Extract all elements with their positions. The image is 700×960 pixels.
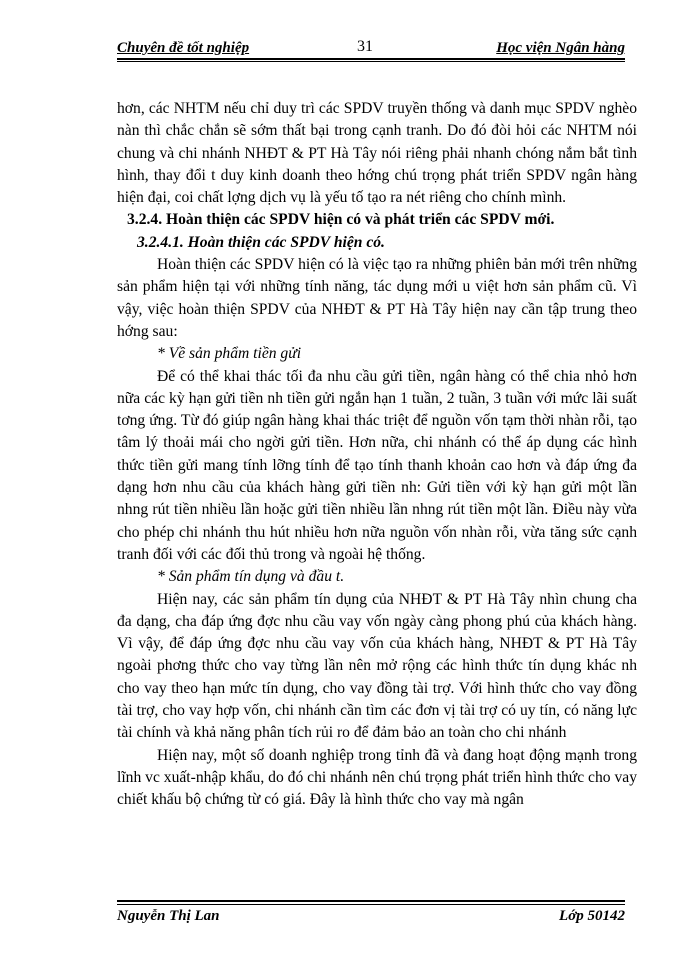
paragraph-improvement: Hoàn thiện các SPDV hiện có là việc tạo ra những phiên bản mới trên những sản phẩm hiện tại với những tính năng, tác dụng mới u việt hơn sản phẩm cũ. Vì vậy, việc hoàn thiện SPDV của NHĐT & PT Hà Tây hiện nay cần tập trung theo hớng sau: bbox=[117, 256, 637, 340]
footer-rule-thin bbox=[117, 904, 625, 905]
header-document-title: Chuyên đề tốt nghiệp bbox=[117, 40, 250, 56]
paragraph-intro: hơn, các NHTM nếu chỉ duy trì các SPDV truyền thống và danh mục SPDV nghèo nàn thì chắc chắn sẽ sớm thất bại trong cạnh tranh. Do đó đòi hỏi các NHTM nói chung và chi nhánh NHĐT & PT Hà Tây nói riêng phải nhanh chóng nắm bắt tình hình, thay đổi t duy kinh doanh theo hớng chú trọng phát triển SPDV ngân hàng hiện đại, coi chất lợng dịch vụ là yếu tố tạo ra nét riêng cho chính mình. bbox=[117, 100, 637, 207]
page-footer bbox=[117, 906, 625, 926]
section-heading-3-2-4-1: 3.2.4.1. Hoàn thiện các SPDV hiện có. bbox=[137, 233, 385, 251]
subheading-credit-products: * Sản phẩm tín dụng và đầu t. bbox=[157, 568, 345, 586]
footer-author: Nguyễn Thị Lan bbox=[117, 908, 220, 924]
subheading-deposit-products: * Về sản phẩm tiền gửi bbox=[157, 345, 302, 363]
page-header bbox=[117, 40, 625, 60]
paragraph-discount-lending: Hiện nay, một số doanh nghiệp trong tỉnh đã và đang hoạt động mạnh trong lĩnh vc xuất-nhập khẩu, do đó chi nhánh nên chú trọng phát triển hình thức cho vay chiết khấu bộ chứng từ có giá. Đây là hình thức cho vay mà ngân bbox=[117, 746, 637, 809]
section-heading-3-2-4: 3.2.4. Hoàn thiện các SPDV hiện có và phát triển các SPDV mới. bbox=[127, 211, 555, 229]
page-body bbox=[117, 98, 637, 812]
header-rule-thin bbox=[117, 61, 625, 62]
header-rule bbox=[117, 58, 625, 60]
footer-rule bbox=[117, 900, 625, 902]
header-institution: Học viện Ngân hàng bbox=[496, 40, 625, 56]
page-number: 31 bbox=[357, 38, 373, 55]
footer-class: Lớp 50142 bbox=[559, 908, 625, 924]
paragraph-credit: Hiện nay, các sản phẩm tín dụng của NHĐT & PT Hà Tây nhìn chung cha đa dạng, cha đáp ứng đợc nhu cầu vay vốn ngày càng phong phú của khách hàng. Vì vậy, để đáp ứng đợc nhu cầu vay vốn của khách hàng, NHĐT & PT Hà Tây ngoài phơng thức cho vay từng lần nên mở rộng các hình thức tín dụng khác nh cho vay theo hạn mức tín dụng, cho vay đồng tài trợ. Với hình thức cho vay đồng tài trợ, cho vay hợp vốn, chi nhánh cần tìm các đơn vị tài trợ có uy tín, có năng lực tài chính và khả năng phân tích rủi ro để đảm bảo an toàn cho chi nhánh bbox=[117, 590, 637, 742]
paragraph-deposits: Để có thể khai thác tối đa nhu cầu gửi tiền, ngân hàng có thể chia nhỏ hơn nữa các kỳ hạn gửi tiền nh tiền gửi ngắn hạn 1 tuần, 2 tuần, 3 tuần với mức lãi suất tơng ứng. Từ đó giúp ngân hàng khai thác triệt để nguồn vốn tạm thời nhàn rỗi, tạo tâm lý thoải mái cho ngời gửi tiền. Hơn nữa, chi nhánh có thể áp dụng các hình thức tiền gửi mang tính lỡng tính để tạo tính thanh khoản cao hơn và đáp ứng đa dạng hơn nhu cầu của khách hàng gửi tiền nh: Gửi tiền với kỳ hạn gửi một lần nhng rút tiền nhiều lần hoặc gửi tiền nhiều lần nhng rút tiền một lần. Điều này vừa cho phép chi nhánh thu hút nhiều hơn nữa nguồn vốn nhàn rỗi, vừa tăng sức cạnh tranh đối với các đối thủ trong và ngoài hệ thống. bbox=[117, 367, 637, 563]
